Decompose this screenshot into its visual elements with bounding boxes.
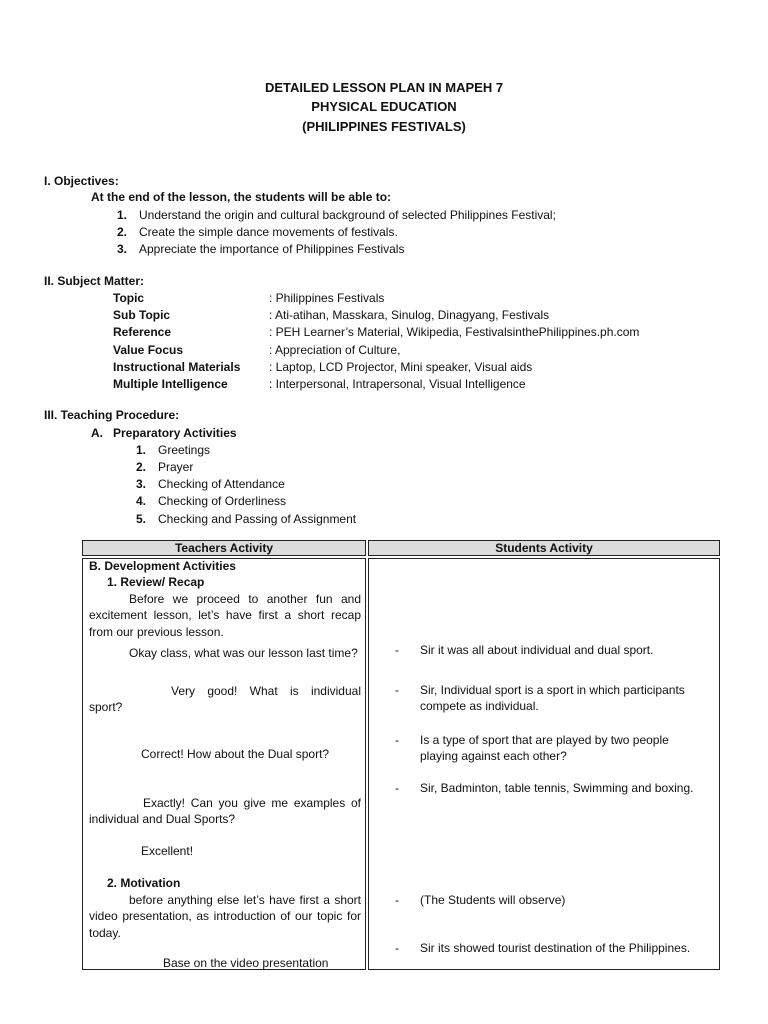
objective-number: 1. <box>117 208 128 222</box>
subject-matter-label: Sub Topic <box>113 308 171 323</box>
procedure-item <box>136 477 285 491</box>
development-activities-heading: B. Development Activities <box>89 559 236 573</box>
objective-number: 2. <box>117 225 128 239</box>
subject-matter-row <box>113 290 639 307</box>
procedure-item <box>136 494 286 508</box>
teacher-question: Exactly! Can you give me examples of individual and Dual Sports? <box>89 796 361 827</box>
teachers-activity-header: Teachers Activity <box>82 540 366 556</box>
objective-item <box>117 208 556 222</box>
procedure-number: 2. <box>136 460 147 474</box>
subject-matter-row <box>113 376 639 393</box>
activities-table <box>80 538 722 972</box>
student-answer: - (The Students will observe) <box>395 893 566 907</box>
teacher-question: Base on the video presentation <box>163 956 329 969</box>
subject-matter-value: : Interpersonal, Intrapersonal, Visual Intelligence <box>269 376 526 391</box>
teacher-recap-intro: Before we proceed to another fun and excitement lesson, let’s have first a short recap from our previous lesson. <box>89 592 361 639</box>
student-answer: - Sir it was all about individual and dual sport. <box>395 643 654 657</box>
subject-matter-value: : Laptop, LCD Projector, Mini speaker, Visual aids <box>269 359 533 374</box>
procedure-item <box>136 460 193 474</box>
procedure-number: 4. <box>136 494 147 508</box>
teaching-procedure-heading: III. Teaching Procedure: <box>44 408 180 422</box>
subject-matter-label: Multiple Intelligence <box>113 376 228 391</box>
subject-matter-row <box>113 359 639 376</box>
objectives-heading: I. Objectives: <box>44 174 119 188</box>
students-activity-header: Students Activity <box>368 540 720 556</box>
teacher-question: Correct! How about the Dual sport? <box>141 747 330 761</box>
subject-matter-label: Topic <box>113 291 145 305</box>
student-answer: - Sir its showed tourist destination of the Philippines. <box>395 941 691 955</box>
students-activity-cell <box>368 558 720 970</box>
subject-matter-value: : Ati-atihan, Masskara, Sinulog, Dinagyang, Festivals <box>269 308 550 323</box>
procedure-text: Checking and Passing of Assignment <box>158 512 357 526</box>
procedure-text: Checking of Attendance <box>158 477 285 491</box>
subject-matter-row <box>113 307 639 324</box>
objective-text: Understand the origin and cultural background of selected Philippines Festival; <box>139 208 556 222</box>
procedure-number: 1. <box>136 443 147 457</box>
procedure-text: Greetings <box>158 443 211 457</box>
procedure-text: Prayer <box>158 460 194 474</box>
review-recap-heading: 1. Review/ Recap <box>107 575 205 589</box>
motivation-heading: 2. Motivation <box>107 876 181 890</box>
document-title-line-2: PHYSICAL EDUCATION <box>311 99 457 114</box>
teacher-motivation-intro: before anything else let’s have first a short video presentation, as introduction of our topic for today. <box>89 893 361 940</box>
subject-matter-value: : Philippines Festivals <box>269 291 385 305</box>
teacher-praise: Excellent! <box>141 844 194 858</box>
objective-item <box>117 225 398 239</box>
procedure-item <box>136 512 356 526</box>
subject-matter-heading: II. Subject Matter: <box>44 274 145 288</box>
procedure-item <box>136 443 210 457</box>
teacher-question: Okay class, what was our lesson last time? <box>129 646 358 660</box>
objective-item <box>117 242 404 256</box>
procedure-number: 3. <box>136 477 147 491</box>
subject-matter-label: Instructional Materials <box>113 359 241 374</box>
table-row <box>82 558 720 970</box>
subject-matter-value: : PEH Learner’s Material, Wikipedia, FestivalsinthePhilippines.ph.com <box>269 325 640 340</box>
student-answer: - Sir, Individual sport is a sport in which participants compete as individual. <box>395 683 685 714</box>
preparatory-activities-heading <box>91 426 237 440</box>
teacher-question: Very good! What is individual sport? <box>89 684 361 715</box>
document-title-line-3: (PHILIPPINES FESTIVALS) <box>302 119 466 134</box>
procedure-text: Checking of Orderliness <box>158 494 287 508</box>
procedure-number: 5. <box>136 512 147 526</box>
teachers-activity-cell <box>82 558 366 970</box>
document-title-line-1: DETAILED LESSON PLAN IN MAPEH 7 <box>264 80 504 95</box>
objective-text: Create the simple dance movements of festivals. <box>139 225 398 239</box>
objectives-intro: At the end of the lesson, the students will be able to: <box>91 190 392 204</box>
subject-matter-label: Value Focus <box>113 342 184 357</box>
student-answer: - Is a type of sport that are played by two people playing against each other? <box>395 733 669 764</box>
subject-matter-row <box>113 342 639 359</box>
objective-text: Appreciate the importance of Philippines Festivals <box>139 242 405 256</box>
subject-matter-label: Reference <box>113 325 172 340</box>
table-header-row <box>82 540 720 556</box>
objective-number: 3. <box>117 242 128 256</box>
student-answer: - Sir, Badminton, table tennis, Swimming and boxing. <box>395 781 694 795</box>
subject-matter-row <box>113 324 639 341</box>
subject-matter-value: : Appreciation of Culture, <box>269 342 401 357</box>
section-letter: A. <box>91 426 103 440</box>
section-title: Preparatory Activities <box>113 426 237 440</box>
subject-matter-list <box>113 290 639 393</box>
